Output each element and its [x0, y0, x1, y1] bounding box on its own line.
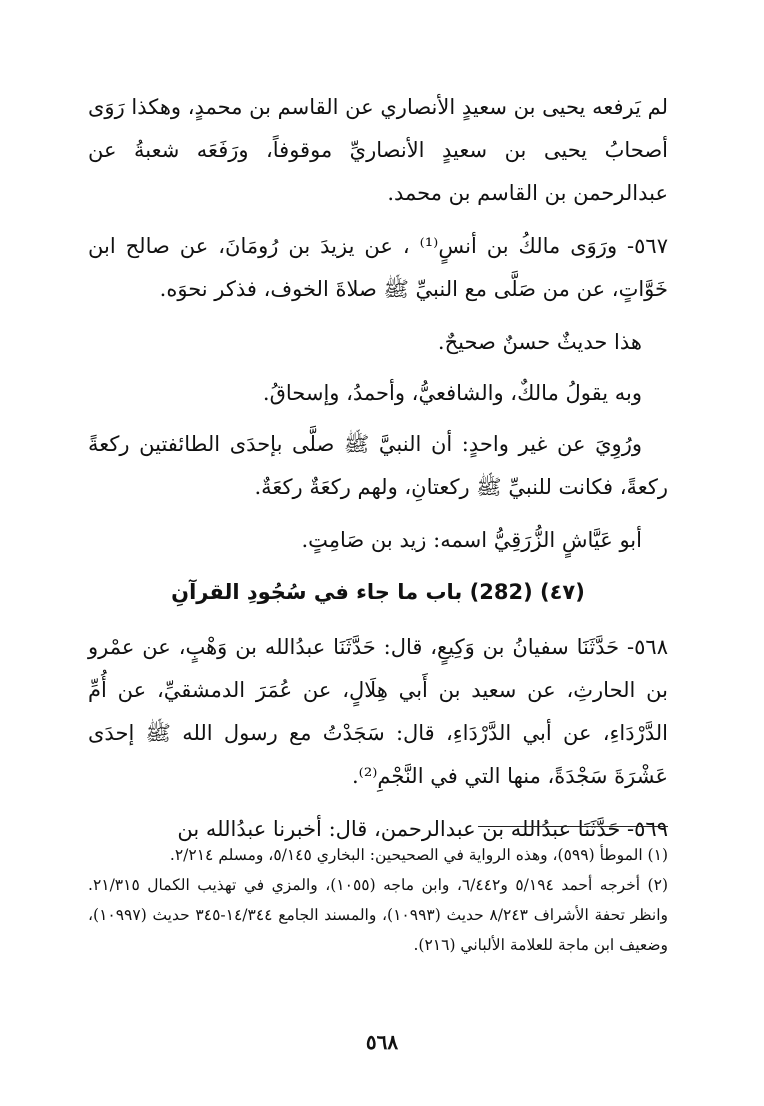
- hadith-569: ٥٦٩- حَدَّثَنَا عبدُالله بن عبدالرحمن، قال: أخبرنا عبدُالله بن: [177, 817, 668, 841]
- page-body: [88, 86, 668, 861]
- chapter-heading: (٤٧) (282) باب ما جاء في سُجُودِ القرآنِ: [171, 580, 585, 604]
- scholars-statement: وبه يقولُ مالكٌ، والشافعيُّ، وأحمدُ، وإسحاقُ.: [262, 381, 642, 405]
- grading-statement: هذا حديثٌ حسنٌ صحيحٌ.: [437, 330, 642, 354]
- footnote-1: (١) الموطأ (٥٩٩)، وهذه الرواية في الصحيحين: البخاري ٥/١٤٥، ومسلم ٢/٢١٤.: [169, 846, 668, 864]
- footnote-2: (٢) أخرجه أحمد ٥/١٩٤ و٦/٤٤٢، وابن ماجه (١٠٥٥)، والمزي في تهذيب الكمال ٢١/٣١٥. وانظر تحفة الأشراف ٨/٢٤٣ حديث (١٠٩٩٣)، والمسند الجامع ١٤/٣٤٤-٣٤٥ حديث (١٠٩٩٧)، وضعيف ابن ماجة للعلامة الألباني (٢١٦).: [88, 876, 669, 954]
- footnote-divider: [478, 826, 668, 827]
- page-number: ٥٦٨: [365, 1030, 399, 1054]
- narration-statement: ورُوِيَ عن غير واحدٍ: أن النبيَّ ﷺ صلَّى بإحدَى الطائفتين ركعةً ركعةً، فكانت للنبيِّ ﷺ ركعتانِ، ولهم ركعَةٌ ركعَةٌ.: [88, 432, 668, 499]
- paragraph-intro: لم يَرفعه يحيى بن سعيدٍ الأنصاري عن القاسم بن محمدٍ، وهكذا رَوَى أصحابُ يحيى بن سعيدٍ الأنصاريِّ موقوفاً، ورَفَعَه شعبةُ عن عبدالرحمن بن القاسم بن محمد.: [88, 95, 668, 205]
- narrator-name-note: أبو عَيَّاشٍ الزُّرَقِيُّ اسمه: زيد بن صَامِتٍ.: [301, 528, 642, 552]
- footnotes: [88, 840, 668, 960]
- hadith-568: ٥٦٨- حَدَّثَنَا سفيانُ بن وَكِيعٍ، قال: حَدَّثَنَا عبدُالله بن وَهْبٍ، عن عمْرو بن الحارثِ، عن سعيد بن أَبي هِلَالٍ، عن عُمَرَ الدمشقيِّ، عن أُمِّ الدَّرْدَاءِ، عن أبي الدَّرْدَاءِ، قال: سَجَدْتُ مع رسول الله ﷺ إحدَى عَشْرَةَ سَجْدَةً، منها التي في النَّجْمِ⁽²⁾.: [88, 635, 668, 788]
- hadith-567: ٥٦٧- ورَوَى مالكُ بن أنسٍ⁽¹⁾ ، عن يزيدَ بن رُومَانَ، عن صالح ابن خَوَّاتٍ، عن من صَلَّى مع النبيِّ ﷺ صلاةَ الخوف، فذكر نحوَه.: [88, 234, 668, 301]
